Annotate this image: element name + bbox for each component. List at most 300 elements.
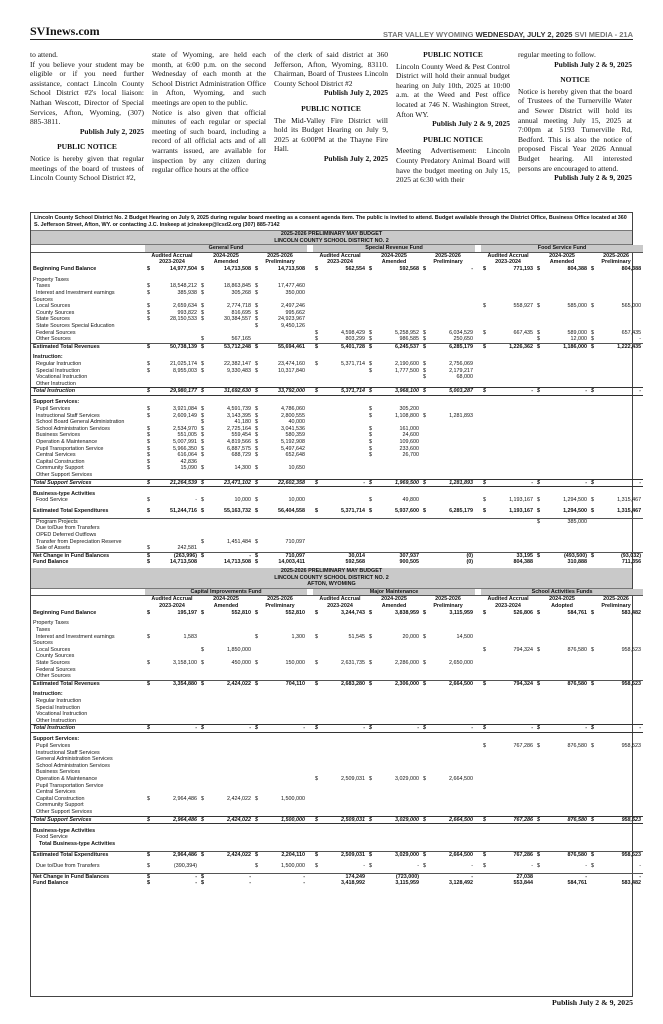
currency-sign: $ [255,538,258,545]
currency-sign [199,472,207,479]
cell-value: 711,356 [621,559,642,566]
currency-sign [421,802,429,809]
currency-sign: $ [255,862,258,869]
currency-sign: $ [313,851,321,858]
currency-sign [313,465,321,472]
row-label: Other Instruction [36,380,76,387]
cell-value [597,841,643,848]
row-label: Total Instruction [31,725,139,733]
currency-sign [535,472,543,479]
currency-sign [589,802,597,809]
cell-value [321,769,367,776]
currency-sign [367,769,375,776]
column-header-line: 2024-2025 [549,252,575,259]
cell-value [153,525,199,532]
cell-value [597,465,643,472]
column-header-line: 2025-2026 [603,252,629,259]
cell-value: - [471,862,474,869]
page-dateline [383,30,633,39]
currency-sign: $ [369,329,373,336]
currency-sign [253,354,261,361]
cell-value: 40,000 [288,419,306,426]
currency-sign [253,640,261,647]
currency-sign: $ [591,266,595,273]
cell-value: - [261,725,307,733]
cell-value: 584,761 [567,880,588,887]
cell-value [153,277,199,284]
currency-sign [145,828,153,835]
currency-sign [481,718,489,725]
cell-value [489,336,535,343]
currency-sign [145,297,153,304]
cell-value: 2,424,022 [227,795,251,802]
cell-value: 55,163,732 [224,507,251,514]
currency-sign [421,736,429,743]
cell-value: 53,712,248 [207,343,253,350]
currency-sign: $ [367,388,375,396]
currency-sign [367,316,375,323]
cell-value [597,834,643,841]
currency-sign [589,432,597,439]
currency-sign [199,691,207,698]
cell-value [543,698,589,705]
table-row [31,266,643,273]
cell-value [375,491,421,498]
notice-title: PUBLIC NOTICE [423,134,483,144]
column-header-line: Preliminary [265,602,295,609]
currency-sign: $ [423,374,427,381]
currency-sign [313,653,321,660]
cell-value [543,809,589,816]
cell-value [597,419,643,426]
currency-sign [421,323,429,330]
currency-sign [421,809,429,816]
row-label: Other Instruction [36,717,76,724]
table-row [31,863,643,870]
currency-sign [313,667,321,674]
cell-value [153,789,199,796]
currency-sign [481,439,489,446]
cell-value [543,368,589,375]
currency-sign [253,841,261,848]
cell-value [429,316,475,323]
cell-value: 652,648 [285,452,306,459]
cell-value: 2,306,000 [375,680,421,687]
column-header-line: Preliminary [601,602,631,609]
cell-value: - [597,873,643,880]
cell-value [207,698,253,705]
currency-sign [367,691,375,698]
currency-sign: $ [253,680,261,687]
cell-value [207,459,253,466]
currency-sign [313,323,321,330]
cell-value [489,472,535,479]
currency-sign [367,290,375,297]
currency-sign [145,769,153,776]
cell-value [321,518,367,525]
currency-sign [199,399,207,406]
currency-sign: $ [253,388,261,396]
cell-value [375,809,421,816]
column-header-line: 2024-2025 [213,252,239,259]
table-row [31,472,643,479]
cell-value: 5,497,642 [281,445,306,452]
currency-sign [535,802,543,809]
currency-sign [199,354,207,361]
currency-sign [253,653,261,660]
currency-sign: $ [201,646,204,653]
row-label: Central Services [36,789,76,796]
cell-value [321,497,367,504]
cell-value: 23,471,102 [207,479,253,487]
table-row [31,406,643,413]
currency-sign: $ [255,438,258,445]
cell-value [153,756,199,763]
cell-value [489,399,535,406]
column-header-line: Amended [549,258,575,265]
table-row [31,647,643,654]
currency-sign [481,552,489,559]
cell-value [489,374,535,381]
currency-sign: $ [591,329,595,336]
currency-sign: $ [369,438,373,445]
currency-sign [199,828,207,835]
cell-value: 2,509,031 [321,851,367,858]
cell-value: 161,000 [399,425,420,432]
currency-sign [199,532,207,539]
currency-sign [589,413,597,420]
currency-sign [145,763,153,770]
cell-value [489,368,535,375]
currency-sign [589,627,597,634]
currency-sign: $ [313,343,321,350]
currency-sign [421,653,429,660]
row-label: Estimated Total Expenditures [31,851,139,858]
currency-sign [199,789,207,796]
currency-sign [367,627,375,634]
cell-value [321,736,367,743]
paper-name: STAR VALLEY WYOMING [383,30,474,39]
currency-sign: $ [421,388,429,396]
currency-sign [589,354,597,361]
currency-sign [313,834,321,841]
cell-value [153,828,199,835]
currency-sign: $ [145,851,153,858]
currency-sign: $ [537,507,541,514]
currency-sign: $ [537,743,541,749]
currency-sign [481,750,489,757]
currency-sign: $ [589,725,597,733]
cell-value [207,518,253,525]
column-header [535,596,589,610]
currency-sign [199,736,207,743]
currency-sign [535,841,543,848]
currency-sign [253,763,261,770]
row-label: Special Instruction [36,704,81,711]
cell-value [153,809,199,816]
cell-value: 2,424,022 [207,851,253,858]
currency-sign [535,432,543,439]
cell-value [597,783,643,790]
cell-value: - [639,862,642,869]
currency-sign: $ [483,303,487,310]
currency-sign [421,491,429,498]
cell-value [543,736,589,743]
cell-value [489,426,535,433]
currency-sign [199,802,207,809]
currency-sign [535,297,543,304]
column-header-line: Preliminary [433,602,463,609]
cell-value: 767,286 [489,816,535,824]
currency-sign [421,796,429,803]
cell-value [429,711,475,718]
currency-sign [421,743,429,750]
cell-value [321,796,367,803]
cell-value: 1,281,893 [449,412,474,419]
cell-value [597,297,643,304]
column-header [589,252,643,266]
cell-value [153,381,199,388]
cell-value [207,718,253,725]
cell-value [543,763,589,770]
cell-value [543,452,589,459]
cell-value [429,354,475,361]
currency-sign [589,406,597,413]
cell-value: 30,384,557 [224,316,251,323]
currency-sign [421,277,429,284]
cell-value: 1,294,500 [563,507,588,514]
column-header-line: 2025-2026 [267,596,293,603]
table-row [31,297,643,304]
currency-sign [421,426,429,433]
currency-sign: $ [423,336,427,343]
currency-sign [253,297,261,304]
fund-header: School Activities Funds [481,589,643,596]
cell-value: - [261,873,307,880]
currency-sign [313,381,321,388]
row-label: Food Service [36,834,68,841]
currency-sign: $ [253,851,261,858]
cell-value [489,459,535,466]
cell-value [153,736,199,743]
cell-value: 583,482 [621,880,642,887]
currency-sign: $ [145,552,153,559]
currency-sign [145,809,153,816]
currency-sign [589,465,597,472]
table-row [31,419,643,426]
currency-sign [589,789,597,796]
currency-sign: $ [537,646,541,653]
cell-value [489,465,535,472]
currency-sign [313,705,321,712]
cell-value: 1,300 [291,633,305,640]
currency-sign [481,361,489,368]
cell-value [489,539,535,546]
row-label: School Administration Services [36,425,111,432]
cell-value: 1,451,484 [227,538,251,545]
cell-value: 305,200 [399,405,420,412]
cell-value [429,667,475,674]
cell-value [261,756,307,763]
cell-value [321,465,367,472]
budget-notice [30,212,642,997]
currency-sign [535,525,543,532]
currency-sign: $ [481,680,489,687]
column-header [481,252,535,266]
currency-sign [535,627,543,634]
table-row [31,303,643,310]
cell-value: 4,598,429 [341,329,366,336]
table-row [31,750,643,757]
row-label: Transfer from Depreciation Reserve [36,538,122,545]
currency-sign [199,323,207,330]
row-label: Other Sources [36,673,71,680]
row-label: Due to/Due from Transfers [36,525,100,532]
cell-value [489,750,535,757]
table-row [31,399,643,406]
cell-value: 385,938 [177,289,197,296]
currency-sign [199,491,207,498]
currency-sign: $ [145,479,153,487]
currency-sign [253,698,261,705]
cell-value [375,647,421,654]
cell-value [375,290,421,297]
cell-value [375,769,421,776]
cell-value: 21,264,539 [153,479,199,487]
currency-sign [253,667,261,674]
cell-value: - [597,725,643,733]
currency-sign: $ [483,743,487,749]
cell-value [207,545,253,552]
currency-sign: $ [591,743,595,749]
cell-value: 1,315,467 [617,507,642,514]
currency-sign [313,647,321,654]
cell-value [261,809,307,816]
currency-sign [253,711,261,718]
currency-sign [253,705,261,712]
cell-value [489,660,535,667]
cell-value: 567,165 [231,336,251,343]
currency-sign [199,374,207,381]
cell-value [429,718,475,725]
cell-value [321,368,367,375]
currency-sign: $ [147,412,150,419]
column-header [421,596,475,610]
currency-sign [313,841,321,848]
currency-sign [535,399,543,406]
cell-value [321,667,367,674]
currency-sign [313,459,321,466]
currency-sign [313,518,321,525]
cell-value [261,711,307,718]
currency-sign: $ [201,609,204,616]
currency-sign: $ [421,343,429,350]
currency-sign [535,667,543,674]
cell-value: 2,664,500 [429,680,475,687]
notice-column [30,50,144,183]
currency-sign [313,310,321,317]
currency-sign [421,297,429,304]
cell-value: 10,000 [234,497,251,504]
cell-value: 1,500,000 [261,816,307,824]
notice-columns [30,50,633,200]
currency-sign: $ [201,309,204,316]
row-label: Pupil Services [36,405,71,412]
currency-sign [367,297,375,304]
cell-value: 2,286,000 [395,659,419,666]
table-row [31,640,643,647]
cell-value [597,667,643,674]
currency-sign [589,277,597,284]
currency-sign [481,796,489,803]
currency-sign [589,756,597,763]
cell-value: 580,359 [285,432,306,439]
cell-value [597,698,643,705]
cell-value [429,303,475,310]
currency-sign: $ [201,438,204,445]
currency-sign: $ [147,303,150,310]
currency-sign [145,834,153,841]
currency-sign [313,640,321,647]
cell-value [153,691,199,698]
currency-sign [367,789,375,796]
currency-sign [313,698,321,705]
cell-value: 1,222,435 [597,343,643,350]
row-label: Pupil Services [36,743,71,749]
column-header [589,596,643,610]
currency-sign [421,459,429,466]
currency-sign: $ [423,329,427,336]
cell-value [321,809,367,816]
cell-value [597,789,643,796]
currency-sign [253,880,261,887]
cell-value: - [321,725,367,733]
currency-sign: $ [421,725,429,733]
cell-value: 958,523 [597,680,643,687]
cell-value [321,354,367,361]
currency-sign [253,736,261,743]
cell-value [375,316,421,323]
currency-sign [145,532,153,539]
cell-value: 592,568 [345,559,366,566]
currency-sign [481,620,489,627]
cell-value [153,297,199,304]
table-row [31,802,643,809]
cell-value: 14,713,508 [170,559,197,566]
cell-value: 2,774,718 [227,303,251,310]
cell-value: 876,580 [543,851,589,858]
cell-value [261,545,307,552]
currency-sign: $ [535,680,543,687]
cell-value [543,297,589,304]
currency-sign: $ [147,283,150,290]
cell-value: 993,822 [177,309,197,316]
cell-value [489,691,535,698]
cell-value: 2,964,486 [173,795,197,802]
currency-sign: $ [535,343,543,350]
table-row [31,374,643,381]
currency-sign [313,525,321,532]
currency-sign [535,796,543,803]
cell-value [543,653,589,660]
currency-sign [589,783,597,790]
cell-value [597,525,643,532]
currency-sign [145,789,153,796]
currency-sign [589,763,597,770]
cell-value [489,413,535,420]
cell-value [153,653,199,660]
row-label: County Sources [36,653,75,660]
